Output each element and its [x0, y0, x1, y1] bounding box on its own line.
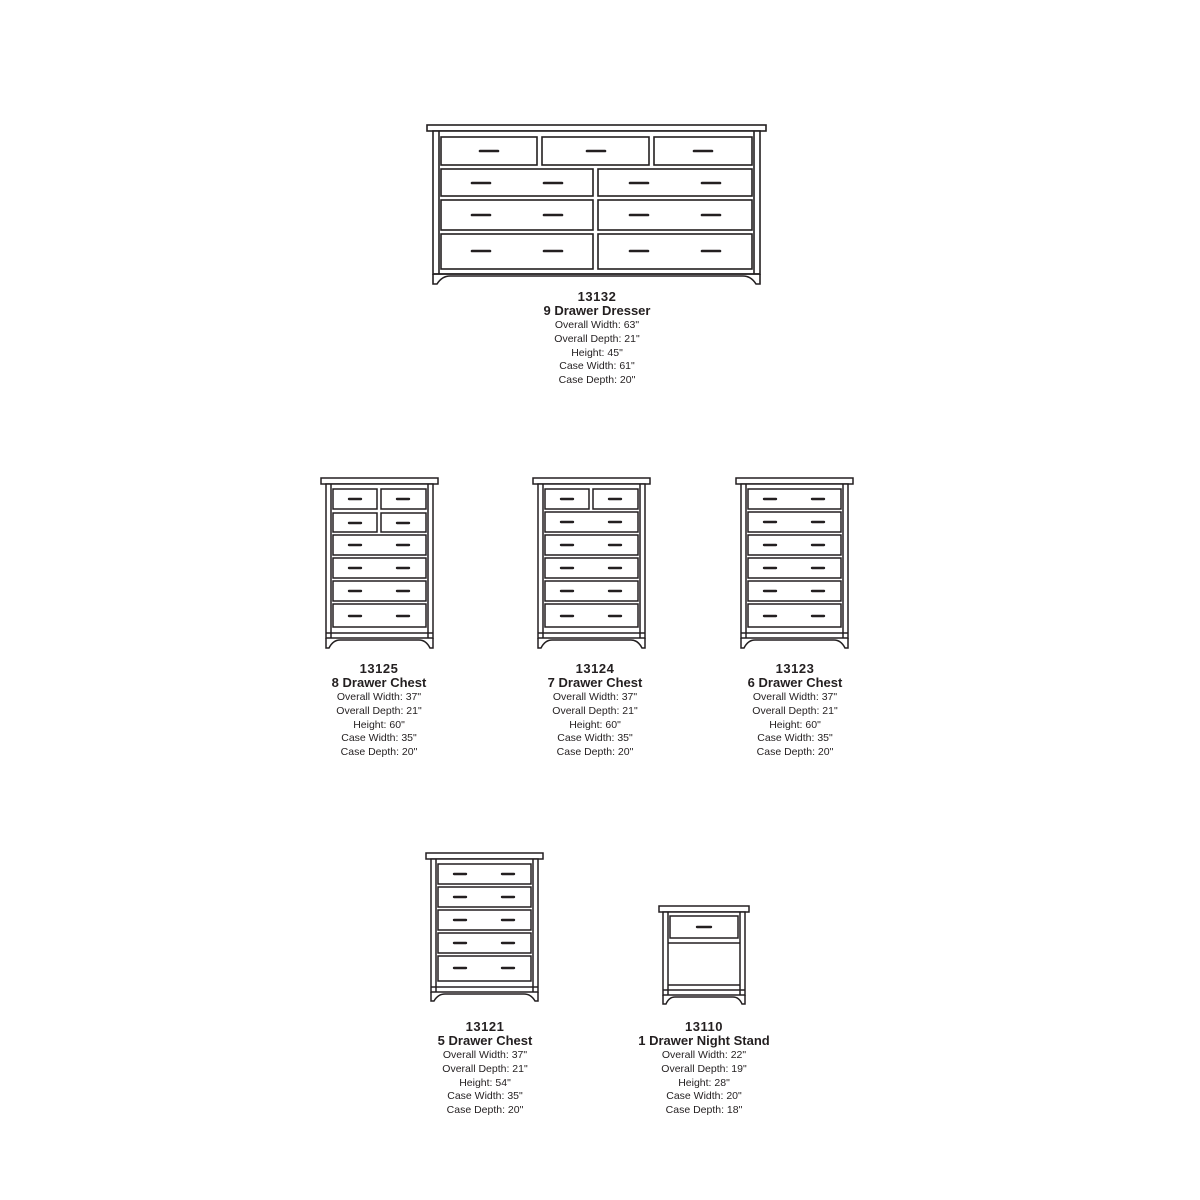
chest6-illustration — [735, 477, 854, 650]
spec-case-width: Case Width: 20" — [666, 1090, 742, 1103]
nightstand-caption — [638, 1020, 769, 1118]
chest8-illustration — [320, 477, 439, 650]
nightstand-illustration — [658, 905, 750, 1006]
spec-case-depth: Case Depth: 20" — [558, 374, 636, 387]
spec-case-depth: Case Depth: 20" — [556, 746, 634, 759]
product-sku: 13121 — [465, 1019, 505, 1034]
chest6-drawing — [735, 477, 854, 650]
spec-height: Height: 60" — [569, 718, 621, 731]
dresser-caption — [544, 290, 651, 388]
product-specs — [544, 319, 651, 388]
product-specs — [748, 691, 843, 760]
spec-overall-depth: Overall Depth: 21" — [552, 704, 638, 717]
spec-case-depth: Case Depth: 20" — [446, 1104, 524, 1117]
spec-overall-width: Overall Width: 63" — [554, 319, 640, 331]
spec-case-width: Case Width: 61" — [559, 360, 635, 373]
chest7-illustration — [532, 477, 651, 650]
product-specs — [548, 691, 643, 760]
product-name: 6 Drawer Chest — [747, 675, 843, 690]
spec-height: Height: 28" — [678, 1076, 730, 1089]
spec-case-depth: Case Depth: 18" — [665, 1104, 743, 1117]
spec-height: Height: 60" — [353, 718, 405, 731]
nightstand-drawing — [658, 905, 750, 1006]
spec-overall-depth: Overall Depth: 21" — [442, 1062, 528, 1075]
product-sku: 13125 — [359, 661, 399, 676]
product-name: 8 Drawer Chest — [331, 675, 427, 690]
spec-overall-width: Overall Width: 37" — [442, 1049, 528, 1061]
spec-case-width: Case Width: 35" — [447, 1090, 523, 1103]
product-specs — [638, 1049, 769, 1118]
spec-height: Height: 54" — [459, 1076, 511, 1089]
spec-case-depth: Case Depth: 20" — [756, 746, 834, 759]
chest7-caption — [548, 662, 643, 760]
chest7-drawing — [532, 477, 651, 650]
spec-overall-width: Overall Width: 37" — [336, 691, 422, 703]
product-specs — [438, 1049, 533, 1118]
spec-case-width: Case Width: 35" — [341, 732, 417, 745]
product-sku: 13110 — [685, 1019, 723, 1034]
spec-overall-width: Overall Width: 37" — [752, 691, 838, 703]
spec-height: Height: 45" — [571, 346, 623, 359]
product-name: 5 Drawer Chest — [437, 1033, 533, 1048]
chest6-caption — [748, 662, 843, 760]
product-sku: 13132 — [577, 289, 617, 304]
chest8-caption — [332, 662, 427, 760]
product-sku: 13124 — [575, 661, 615, 676]
chest5-drawing — [425, 852, 544, 1003]
spec-overall-depth: Overall Depth: 21" — [554, 332, 640, 345]
spec-case-depth: Case Depth: 20" — [340, 746, 418, 759]
spec-case-width: Case Width: 35" — [557, 732, 633, 745]
spec-case-width: Case Width: 35" — [757, 732, 833, 745]
product-name: 9 Drawer Dresser — [543, 303, 651, 318]
dresser-illustration — [426, 124, 767, 288]
chest5-caption — [438, 1020, 533, 1118]
dresser-drawing — [426, 124, 767, 288]
spec-overall-depth: Overall Depth: 21" — [336, 704, 422, 717]
spec-overall-depth: Overall Depth: 21" — [752, 704, 838, 717]
product-name: 7 Drawer Chest — [547, 675, 643, 690]
chest8-drawing — [320, 477, 439, 650]
product-name: 1 Drawer Night Stand — [638, 1033, 770, 1048]
product-specs — [332, 691, 427, 760]
chest5-illustration — [425, 852, 544, 1003]
spec-height: Height: 60" — [769, 718, 821, 731]
spec-overall-width: Overall Width: 22" — [661, 1049, 747, 1061]
spec-overall-depth: Overall Depth: 19" — [661, 1062, 747, 1075]
spec-overall-width: Overall Width: 37" — [552, 691, 638, 703]
product-sku: 13123 — [775, 661, 815, 676]
